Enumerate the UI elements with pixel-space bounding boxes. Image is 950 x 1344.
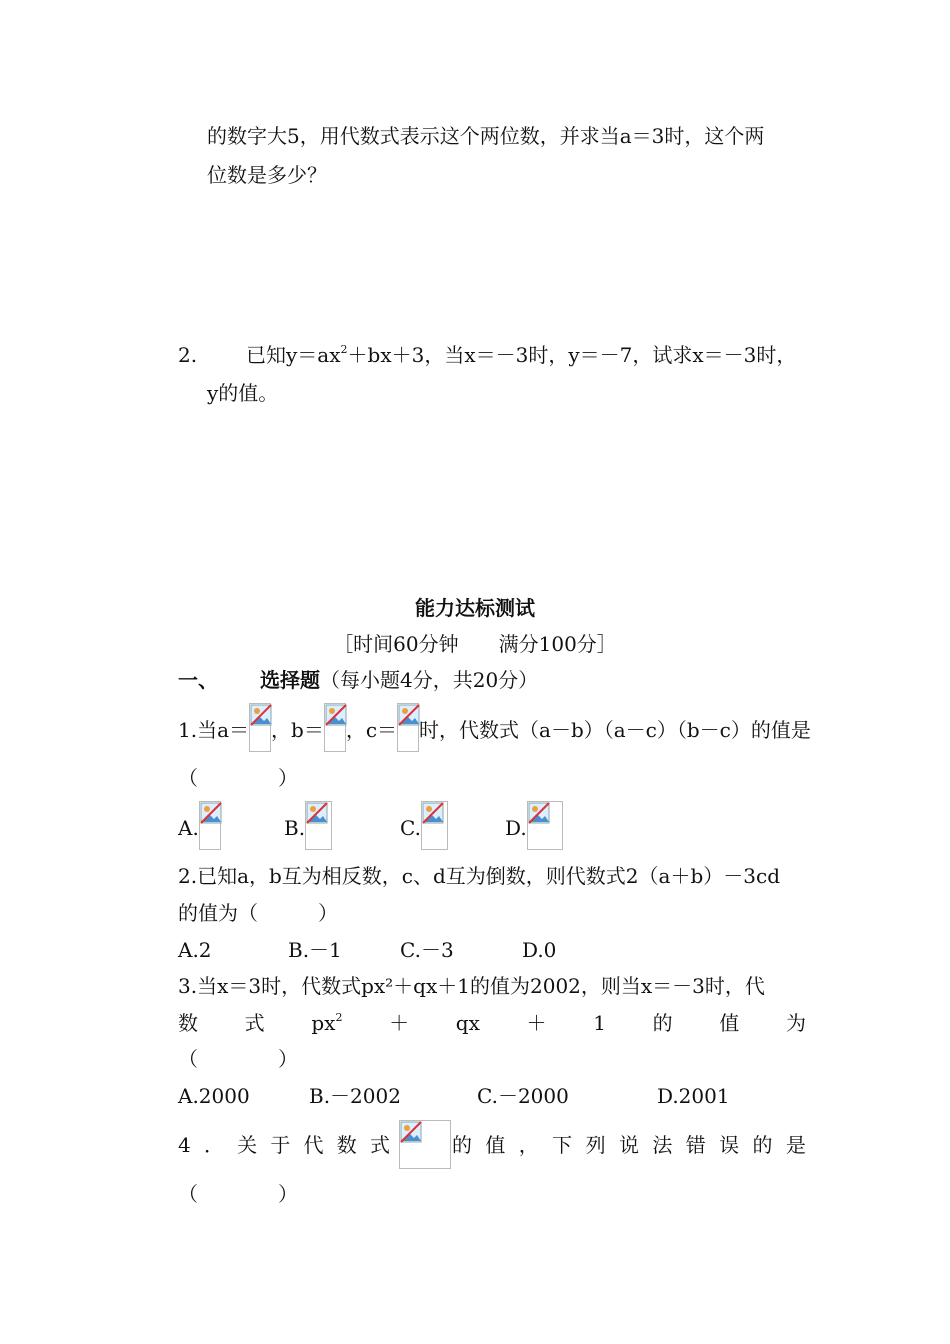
q3-line2: 数 式 $px^2$ ＋ qx ＋ 1 的 值 为: [178, 1011, 806, 1035]
problem2-line1: 已知$y=ax^2+bx+3$，当x＝－3时，y＝－7，试求x＝－3时，: [246, 343, 797, 367]
q2-option-c: C.－3: [400, 938, 454, 962]
problem2-number: 2.: [178, 343, 198, 367]
q3-answer-paren: （ ）: [178, 1047, 298, 1071]
q1-answer-paren: （ ）: [178, 766, 298, 790]
broken-image-icon: [324, 703, 346, 752]
q2-option-d: D.0: [522, 938, 557, 962]
q4-stem-after: 的 值 ， 下 列 说 法 错 误 的 是: [452, 1133, 806, 1157]
section-title: 选择题: [260, 668, 320, 692]
q3-option-d: D.2001: [657, 1084, 730, 1108]
q2-option-b: B.－1: [288, 938, 342, 962]
q1-option-c: C.: [400, 801, 448, 850]
broken-image-icon: [399, 1120, 451, 1169]
problem1-line2: 位数是多少？: [207, 163, 327, 187]
q2-line1: 2.已知a，b互为相反数，c、d互为倒数，则代数式2（a＋b）－3cd: [178, 864, 780, 888]
q3-option-a: A.2000: [178, 1084, 250, 1108]
test-title: 能力达标测试: [415, 596, 535, 620]
broken-image-icon: [397, 703, 419, 752]
q3-option-c: C.－2000: [477, 1084, 569, 1108]
broken-image-icon: [527, 801, 563, 850]
section-note: （每小题4分，共20分）: [320, 668, 539, 692]
q4-answer-paren: （ ）: [178, 1182, 298, 1206]
q2-option-a: A.2: [178, 938, 212, 962]
q1-option-b: B.: [284, 801, 332, 850]
problem1-line1: 的数字大5，用代数式表示这个两位数，并求当a＝3时，这个两: [207, 124, 765, 148]
section-number: 一、: [178, 668, 218, 692]
q3-option-b: B.－2002: [309, 1084, 401, 1108]
broken-image-icon: [305, 801, 332, 850]
q3-line1: 3.当x＝3时，代数式px²＋qx＋1的值为2002，则当x＝－3时，代: [178, 974, 765, 998]
broken-image-icon: [249, 703, 271, 752]
q4-stem-before: 4 ． 关 于 代 数 式: [178, 1133, 390, 1157]
q2-line2: 的值为（ ）: [178, 901, 338, 925]
broken-image-icon: [199, 801, 221, 850]
section-header: [178, 670, 538, 690]
q1-option-a: A.: [178, 801, 221, 850]
problem2-line2: y的值。: [207, 381, 279, 405]
q1-option-d: D.: [505, 801, 563, 850]
test-subtitle: ［时间60分钟 满分100分］: [333, 632, 617, 656]
broken-image-icon: [421, 801, 448, 850]
q1-stem: 1.当a＝ ，b＝ ，c＝ 时，代数式（a－b）（a－c）（b－c）的值是: [178, 703, 811, 752]
